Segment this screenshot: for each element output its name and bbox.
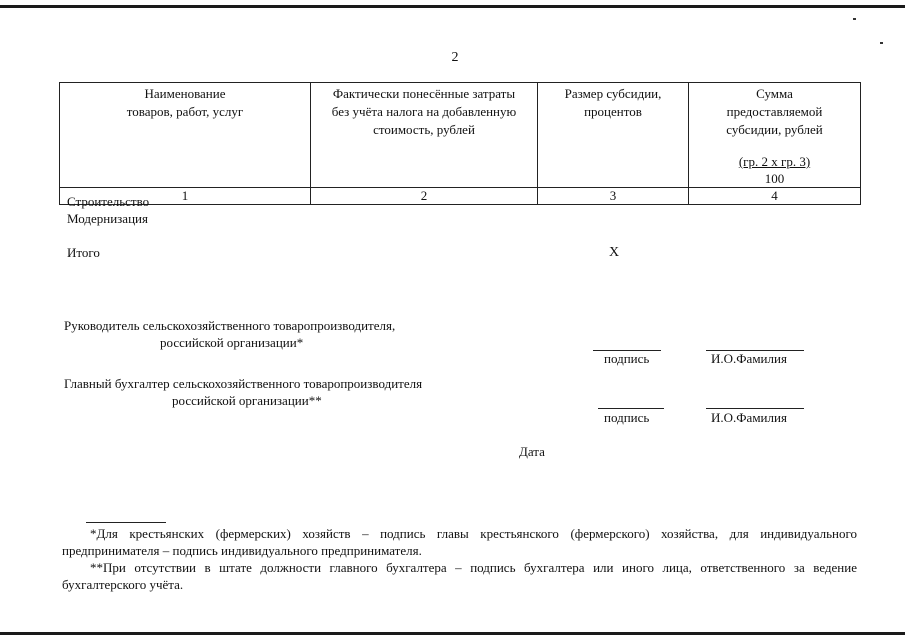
accountant-title: Главный бухгалтер сельскохозяйственного товаропроизводителя [64,376,423,391]
footnote-2: **При отсутствии в штате должности главного бухгалтера – подпись бухгалтера или иного лица, ответственного за ведение бухгалтерского учёта. [62,560,857,592]
total-label: Итого [67,245,100,260]
top-border [0,5,905,8]
column-number: 1 [60,188,311,205]
director-name-label: И.О.Фамилия [711,351,787,366]
accountant-name-label: И.О.Фамилия [711,410,787,425]
accountant-title-line2: российской организации** [172,393,322,408]
header-goods: Наименование товаров, работ, услуг [60,83,311,188]
header-subsidy-amount: Сумма предоставляемой субсидии, рублей (гр. 2 х гр. 3) 100 [689,83,861,188]
accountant-name-line [706,408,804,409]
row-construction: Строительство [67,194,150,209]
row-modernization: Модернизация [67,211,148,226]
scan-speck [880,42,883,44]
formula-numerator: (гр. 2 х гр. 3) [738,154,811,169]
formula-denominator: 100 [764,171,785,186]
director-title-line2: российской организации* [160,335,304,350]
accountant-signature-line [598,408,664,409]
column-number: 3 [538,188,689,205]
accountant-signature-label: подпись [604,410,650,425]
page-number: 2 [451,50,459,65]
table-header-row [60,83,861,188]
date-label: Дата [519,444,545,459]
header-costs: Фактически понесённые затраты без учёта налога на добавленную стоимость, рублей [311,83,538,188]
column-number: 2 [311,188,538,205]
scan-speck [853,18,856,20]
subsidy-table [59,82,861,205]
column-number-row [60,188,861,205]
director-title: Руководитель сельскохозяйственного товаропроизводителя, [64,318,396,333]
bottom-border [0,632,905,635]
header-subsidy-percent: Размер субсидии, процентов [538,83,689,188]
footnote-1: *Для крестьянских (фермерских) хозяйств – подпись главы крестьянского (фермерского) хозяйства, для индивидуального предпринимателя – подпись индивидуального предпринимателя. [62,526,857,558]
total-mark: Х [609,245,620,260]
director-signature-label: подпись [604,351,650,366]
footnote-separator [86,522,166,523]
column-number: 4 [689,188,861,205]
